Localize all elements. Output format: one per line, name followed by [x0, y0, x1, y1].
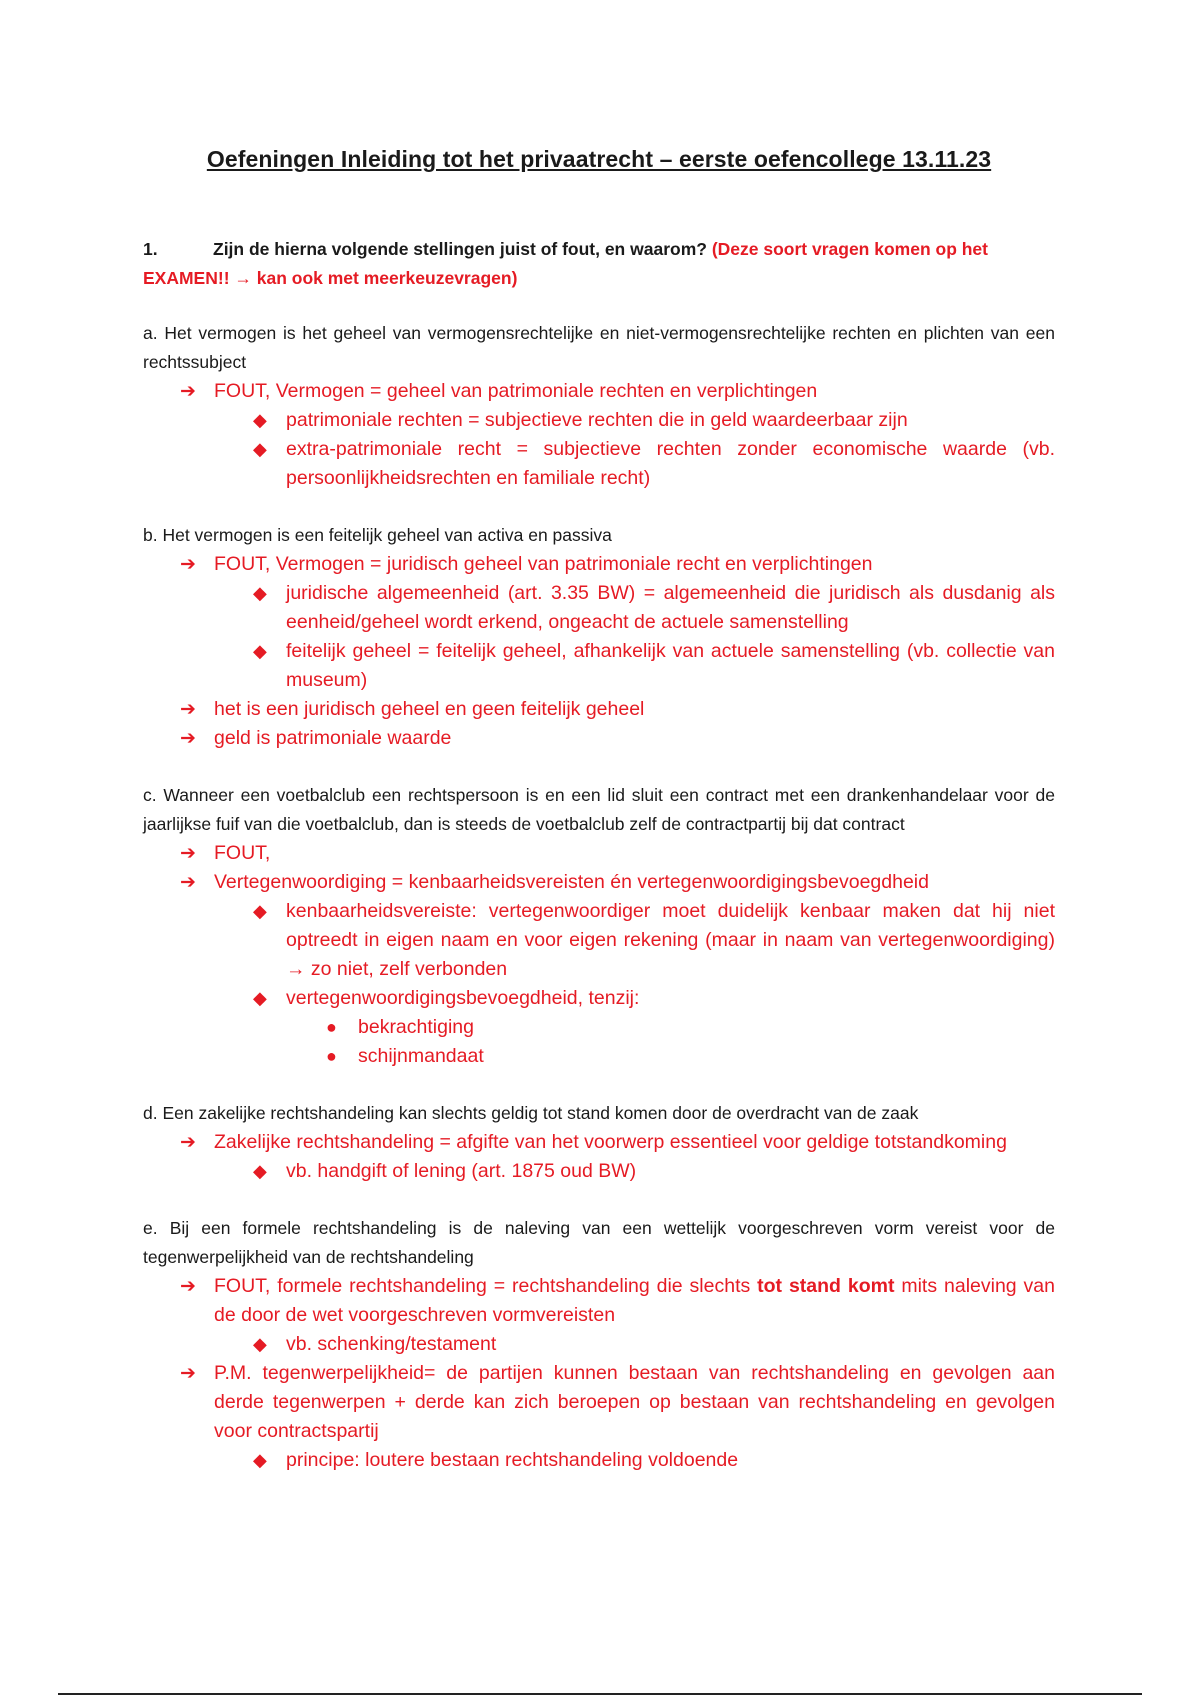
- sub-point: ◆ feitelijk geheel = feitelijk geheel, afhankelijk van actuele samenstelling (vb. collectie van museum): [143, 637, 1055, 695]
- arrow-icon: ➔: [180, 381, 196, 402]
- statement-e: e. Bij een formele rechtshandeling is de naleving van een wettelijk voorgeschreven vorm vereist voor de tegenwerpelijkheid van de rechtshandeling: [143, 1218, 1055, 1267]
- statement-a: a. Het vermogen is het geheel van vermogensrechtelijke en niet-vermogensrechtelijke rechten en plichten van een rechtssubject: [143, 323, 1055, 372]
- arrow-icon: ➔: [180, 1132, 196, 1153]
- question-heading: [143, 235, 1055, 293]
- diamond-bullet-icon: ◆: [253, 988, 267, 1008]
- statement-b: b. Het vermogen is een feitelijk geheel van activa en passiva: [143, 525, 612, 545]
- arrow-icon: ➔: [180, 728, 196, 749]
- answer-item: ➔ geld is patrimoniale waarde: [143, 724, 1055, 753]
- dot-item: ● bekrachtiging: [143, 1013, 1055, 1042]
- answer-item: ➔ FOUT, Vermogen = juridisch geheel van patrimoniale recht en verplichtingen: [143, 550, 1055, 579]
- sub-point: ◆ extra-patrimoniale recht = subjectieve rechten zonder economische waarde (vb. persoonlijkheidsrechten en familiale recht): [143, 435, 1055, 493]
- arrow-icon: ➔: [180, 1363, 196, 1384]
- answer-item: ➔ het is een juridisch geheel en geen feitelijk geheel: [143, 695, 1055, 724]
- answer-item: ➔ FOUT,: [143, 839, 1055, 868]
- sub-point: ◆ patrimoniale rechten = subjectieve rechten die in geld waardeerbaar zijn: [143, 406, 1055, 435]
- statement-c: c. Wanneer een voetbalclub een rechtspersoon is en een lid sluit een contract met een drankenhandelaar voor de jaarlijkse fuif van die voetbalclub, dan is steeds de voetbalclub zelf de contractpartij bij dat contract: [143, 785, 1055, 834]
- dot-bullet-icon: ●: [326, 1046, 337, 1066]
- sub-point: ◆ vb. schenking/testament: [143, 1330, 1055, 1359]
- arrow-icon: ➔: [180, 1276, 196, 1297]
- diamond-bullet-icon: ◆: [253, 439, 267, 459]
- document-page: [143, 140, 1055, 1475]
- question-number: 1.: [143, 239, 158, 259]
- diamond-bullet-icon: ◆: [253, 583, 267, 603]
- sub-point: ◆ vb. handgift of lening (art. 1875 oud BW): [143, 1157, 1055, 1186]
- diamond-bullet-icon: ◆: [253, 410, 267, 430]
- bottom-divider: [58, 1693, 1142, 1695]
- sub-point: ◆ vertegenwoordigingsbevoegdheid, tenzij:: [143, 984, 1055, 1013]
- answer-item: ➔ P.M. tegenwerpelijkheid= de partijen kunnen bestaan van rechtshandeling en gevolgen aan derde tegenwerpen + derde kan zich beroepen op bestaan van rechtshandeling en gevolgen voor contractspartij: [143, 1359, 1055, 1446]
- diamond-bullet-icon: ◆: [253, 1161, 267, 1181]
- answer-item: ➔ FOUT, Vermogen = geheel van patrimoniale rechten en verplichtingen: [143, 377, 1055, 406]
- diamond-bullet-icon: ◆: [253, 1334, 267, 1354]
- dot-bullet-icon: ●: [326, 1017, 337, 1037]
- arrow-icon: ➔: [180, 872, 196, 893]
- arrow-icon: ➔: [180, 843, 196, 864]
- arrow-icon: ➔: [180, 699, 196, 720]
- answer-item: ➔ FOUT, formele rechtshandeling = rechtshandeling die slechts tot stand komt mits naleving van de door de wet voorgeschreven vormvereisten: [143, 1272, 1055, 1330]
- question-text: Zijn de hierna volgende stellingen juist of fout, en waarom?: [213, 239, 707, 259]
- sub-point: ◆ kenbaarheidsvereiste: vertegenwoordiger moet duidelijk kenbaar maken dat hij niet optreedt in eigen naam en voor eigen rekening (maar in naam van vertegenwoordiging) → zo niet, zelf verbonden: [143, 897, 1055, 984]
- page-title: Oefeningen Inleiding tot het privaatrecht – eerste oefencollege 13.11.23: [206, 146, 992, 172]
- sub-point: ◆ principe: loutere bestaan rechtshandeling voldoende: [143, 1446, 1055, 1475]
- answer-item: ➔ Zakelijke rechtshandeling = afgifte van het voorwerp essentieel voor geldige totstandkoming: [143, 1128, 1055, 1157]
- question-note: (Deze soort vragen komen op het EXAMEN!! → kan ook met meerkeuzevragen): [143, 239, 988, 288]
- arrow-icon: ➔: [180, 554, 196, 575]
- dot-item: ● schijnmandaat: [143, 1042, 1055, 1071]
- answer-item: ➔ Vertegenwoordiging = kenbaarheidsvereisten én vertegenwoordigingsbevoegdheid: [143, 868, 1055, 897]
- statement-d: d. Een zakelijke rechtshandeling kan slechts geldig tot stand komen door de overdracht van de zaak: [143, 1103, 919, 1123]
- sub-point: ◆ juridische algemeenheid (art. 3.35 BW) = algemeenheid die juridisch als dusdanig als eenheid/geheel wordt erkend, ongeacht de actuele samenstelling: [143, 579, 1055, 637]
- diamond-bullet-icon: ◆: [253, 641, 267, 661]
- diamond-bullet-icon: ◆: [253, 901, 267, 921]
- diamond-bullet-icon: ◆: [253, 1450, 267, 1470]
